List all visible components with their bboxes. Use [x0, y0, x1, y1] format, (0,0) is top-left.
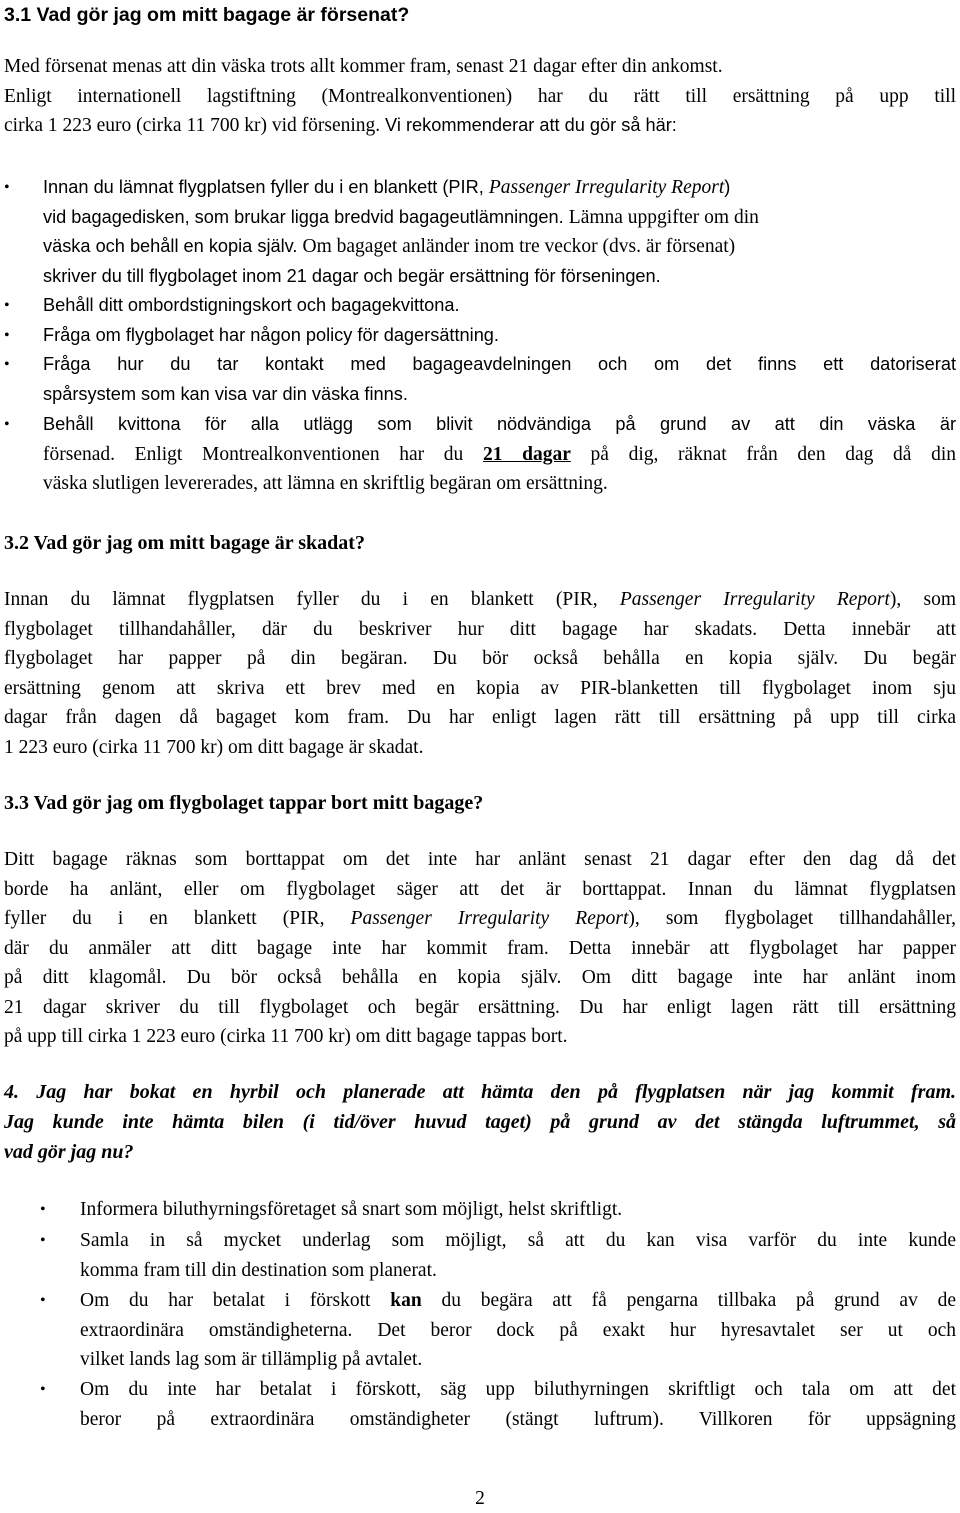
- paragraph-line: 1 223 euro (cirka 11 700 kr) om ditt bagage är skadat.: [4, 736, 424, 758]
- list-item: [43, 350, 956, 409]
- paragraph-line: dagar från dagen då bagaget kom fram. Du har enligt lagen rätt till ersättning på upp till cirka: [4, 707, 956, 728]
- section-heading-4: [4, 1077, 956, 1167]
- list-item-line: Fråga om flygbolaget har någon policy för dagersättning.: [43, 325, 499, 345]
- paragraph-line: Med försenat menas att din väska trots allt kommer fram, senast 21 dagar efter din ankomst.: [4, 56, 723, 77]
- paragraph-line: 21 dagar skriver du till flygbolaget och begär ersättning. Du har enligt lagen rätt till ersättning: [4, 996, 956, 1018]
- bullet-icon: •: [4, 297, 10, 314]
- paragraph-line: borde ha anlänt, eller om flygbolaget säger att det är borttappat. Innan du lämnat flygplatsen: [4, 878, 956, 900]
- list-item-line: Behåll kvittona för alla utlägg som blivit nödvändiga på grund av att din väska är: [43, 414, 956, 434]
- paragraph-line: [4, 585, 956, 615]
- paragraph-3-3: [4, 845, 956, 1052]
- list-item: [43, 291, 956, 321]
- bullet-icon: •: [4, 356, 10, 373]
- list-item: [80, 1226, 956, 1285]
- list-item-line: [43, 203, 956, 233]
- bullet-icon: •: [4, 416, 10, 433]
- list-item-line: komma fram till din destination som planerat.: [80, 1259, 437, 1281]
- text-span: Passenger Irregularity Report: [488, 177, 725, 198]
- paragraph-line: Enligt internationell lagstiftning (Montrealkonventionen) har du rätt till ersättning på upp till: [4, 85, 956, 107]
- paragraph-line: ersättning genom att skriva ett brev med en kopia av PIR-blanketten till flygbolaget inom sju: [4, 677, 956, 699]
- paragraph-3-2: [4, 585, 956, 762]
- paragraph-line: Ditt bagage räknas som borttappat om det inte har anlänt senast 21 dagar efter den dag då det: [4, 849, 956, 870]
- list-item-line: Samla in så mycket underlag som möjligt, så att du kan visa varför du inte kunde: [80, 1230, 956, 1251]
- section-heading-3-3: 3.3 Vad gör jag om flygbolaget tappar bort mitt bagage?: [4, 792, 484, 814]
- text-span: Innan du lämnat flygplatsen fyller du i en blankett (PIR,: [43, 177, 489, 197]
- heading-line: 4. Jag har bokat en hyrbil och planerade att hämta den på flygplatsen när jag kommit fram.: [4, 1081, 956, 1103]
- list-item: [80, 1195, 956, 1225]
- list-item-line: Fråga hur du tar kontakt med bagageavdelningen och om det finns ett datoriserat: [43, 354, 956, 374]
- text-span: Vi rekommenderar att du gör så här:: [385, 115, 677, 135]
- text-span: cirka 1 223 euro (cirka 11 700 kr) vid försening.: [4, 115, 381, 136]
- text-span: du begära att få pengarna tillbaka på grund av de: [421, 1290, 956, 1311]
- bullet-icon: •: [40, 1381, 46, 1398]
- list-item-line: vilket lands lag som är tillämplig på avtalet.: [80, 1349, 423, 1370]
- bullet-icon: •: [40, 1201, 46, 1218]
- list-item: [80, 1286, 956, 1375]
- list-item-line: Informera biluthyrningsföretaget så snart som möjligt, helst skriftligt.: [80, 1199, 623, 1220]
- text-span: Innan du lämnat flygplatsen fyller du i en blankett (PIR,: [4, 589, 620, 610]
- paragraph-line: på ditt klagomål. Du bör också behålla en kopia själv. Om ditt bagage inte har anlänt inom: [4, 967, 956, 988]
- text-span: Passenger Irregularity Report: [619, 589, 890, 610]
- text-span: fyller du i en blankett (PIR,: [4, 908, 351, 929]
- list-item-line: beror på extraordinära omständigheter (stängt luftrum). Villkoren för uppsägning: [80, 1408, 956, 1430]
- paragraph-3-1: [4, 52, 956, 141]
- list-item-line: Behåll ditt ombordstigningskort och bagagekvittona.: [43, 295, 460, 315]
- list-item-line: [43, 232, 956, 262]
- paragraph-line: flygbolaget har papper på din begäran. Du bör också behålla en kopia själv. Du begär: [4, 648, 956, 669]
- text-span: Lämna uppgifter om din: [568, 206, 759, 228]
- section-heading-3-1: 3.1 Vad gör jag om mitt bagage är försenat?: [4, 4, 410, 26]
- paragraph-line: flygbolaget tillhandahåller, där du beskriver hur ditt bagage har skadats. Detta innebär att: [4, 618, 956, 640]
- list-item: [43, 321, 956, 351]
- bullet-icon: •: [40, 1292, 46, 1309]
- text-span: ), som flygbolaget tillhandahåller,: [628, 908, 957, 929]
- text-span: kan: [390, 1290, 422, 1311]
- text-span: väska och behåll en kopia själv.: [43, 236, 298, 256]
- list-item-line: skriver du till flygbolaget inom 21 dagar och begär ersättning för förseningen.: [43, 265, 661, 286]
- heading-line: Jag kunde inte hämta bilen (i tid/över huvud taget) på grund av det stängda luftrummet, så: [4, 1111, 956, 1133]
- text-span: ): [724, 177, 731, 197]
- list-item-line: [43, 173, 956, 203]
- text-span: Om du har betalat i förskott: [80, 1290, 391, 1311]
- text-span: ), som: [889, 589, 956, 610]
- text-span: vid bagagedisken, som brukar ligga bredvid bagageutlämningen.: [43, 206, 564, 227]
- bullet-icon: •: [4, 179, 10, 196]
- text-span: Om bagaget anländer inom tre veckor (dvs. är försenat): [302, 236, 736, 257]
- list-item: [43, 410, 956, 499]
- list-item: [80, 1375, 956, 1434]
- text-span: på dig, räknat från den dag då din: [570, 443, 957, 465]
- heading-line: vad gör jag nu?: [4, 1141, 134, 1163]
- list-item-line: väska slutligen levererades, att lämna en skriftlig begäran om ersättning.: [43, 473, 608, 494]
- text-span: 21 dagar: [482, 443, 571, 465]
- bullet-icon: •: [4, 327, 10, 344]
- page-number: 2: [475, 1488, 485, 1509]
- paragraph-line: på upp till cirka 1 223 euro (cirka 11 700 kr) om ditt bagage tappas bort.: [4, 1026, 568, 1047]
- paragraph-line: [4, 111, 956, 141]
- list-item-line: [80, 1286, 956, 1316]
- text-span: försenad. Enligt Montrealkonventionen har du: [43, 443, 483, 465]
- list-item-line: spårsystem som kan visa var din väska finns.: [43, 383, 408, 404]
- list-item-line: Om du inte har betalat i förskott, säg upp biluthyrningen skriftligt och tala om att det: [80, 1379, 956, 1400]
- paragraph-line: [4, 904, 956, 934]
- list-item: [43, 173, 956, 291]
- list-item-line: extraordinära omständigheterna. Det beror dock på exakt hur hyresavtalet ser ut och: [80, 1319, 956, 1341]
- bullet-icon: •: [40, 1232, 46, 1249]
- text-span: Passenger Irregularity Report: [350, 908, 629, 929]
- section-heading-3-2: 3.2 Vad gör jag om mitt bagage är skadat?: [4, 532, 365, 554]
- paragraph-line: där du anmäler att ditt bagage inte har kommit fram. Detta innebär att flygbolaget har papper: [4, 937, 956, 959]
- list-item-line: [43, 440, 956, 470]
